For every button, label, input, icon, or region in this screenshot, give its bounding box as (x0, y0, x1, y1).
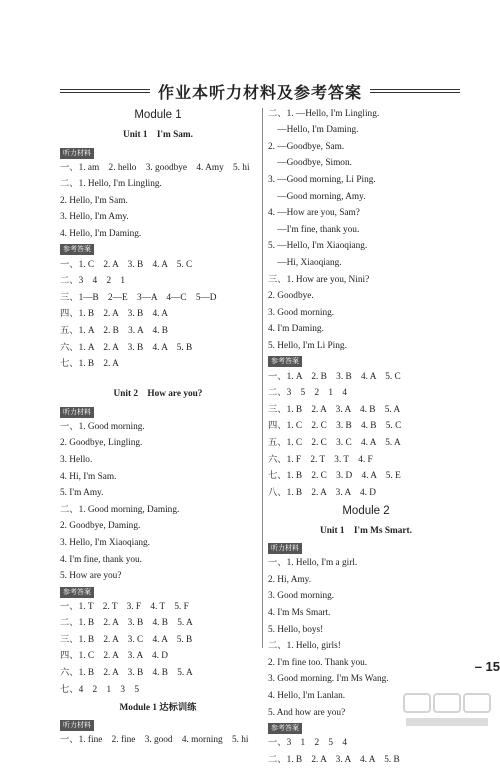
text-line: —Hi, Xiaoqiang. (268, 257, 342, 268)
text-line: 五、1. C 2. C 3. C 4. A 5. A (268, 437, 401, 448)
title-rule-right (370, 89, 460, 93)
text-line: 2. Goodbye. (268, 291, 314, 302)
section-tag-row (268, 542, 464, 556)
text-line: 5. I'm Amy. (60, 488, 104, 499)
text-line: 2. Goodbye, Lingling. (60, 438, 143, 449)
text-line: —Hello, I'm Daming. (268, 125, 359, 136)
text-line: 4. Hello, I'm Daming. (60, 229, 142, 240)
text-line: 七、4 2 1 3 5 (60, 684, 140, 695)
section-tag: 参考答案 (268, 356, 302, 367)
text-line: —Good morning, Amy. (268, 191, 366, 202)
module-heading: Module 2 (342, 504, 390, 517)
text-line: 二、3 4 2 1 (60, 276, 126, 287)
text-line: 三、1. How are you, Nini? (268, 274, 370, 285)
module-heading: Module 1 (134, 109, 182, 122)
text-line: 四、1. C 2. A 3. A 4. D (60, 651, 168, 662)
title-banner (60, 80, 460, 102)
column-divider (262, 108, 263, 648)
text-line: 二、1. —Hello, I'm Lingling. (268, 108, 380, 119)
text-line: 四、1. B 2. A 3. B 4. A (60, 309, 168, 320)
text-line: 5. And how are you? (268, 707, 346, 718)
text-line: —I'm fine, thank you. (268, 224, 360, 235)
text-line: 六、1. A 2. A 3. B 4. A 5. B (60, 342, 193, 353)
text-line: 二、1. Hello, I'm Lingling. (60, 179, 162, 190)
unit-heading: Module 1 达标训练 (119, 702, 197, 713)
text-line: 二、1. Good morning, Daming. (60, 504, 180, 515)
text-line: 一、1. A 2. B 3. B 4. A 5. C (268, 371, 401, 382)
text-line: 5. —Hello, I'm Xiaoqiang. (268, 241, 368, 252)
left-column (60, 106, 256, 749)
text-line: 三、1. B 2. A 3. A 4. B 5. A (268, 404, 401, 415)
title-rule-left (60, 89, 150, 93)
text-line: 五、1. A 2. B 3. A 4. B (60, 325, 168, 336)
text-line: 二、1. B 2. A 3. A 4. A 5. B (268, 754, 400, 765)
page-title: 作业本听力材料及参考答案 (158, 82, 363, 102)
text-line: 5. Hello, boys! (268, 624, 324, 635)
text-line: 六、1. F 2. T 3. T 4. F (268, 454, 373, 465)
section-tag-row (268, 355, 464, 369)
text-line: 三、1—B 2—E 3—A 4—C 5—D (60, 292, 217, 303)
text-line: 3. Hello. (60, 454, 93, 465)
text-line: 一、1. T 2. T 3. F 4. T 5. F (60, 601, 189, 612)
section-tag-row (60, 243, 256, 257)
text-line: 3. Good morning. (268, 591, 335, 602)
text-line: 2. Hi, Amy. (268, 574, 312, 585)
text-line: 一、1. C 2. A 3. B 4. A 5. C (60, 259, 193, 270)
text-line: 3. Hello, I'm Amy. (60, 212, 129, 223)
text-line: 5. How are you? (60, 571, 122, 582)
section-tag: 参考答案 (60, 244, 94, 255)
right-column (268, 106, 464, 769)
text-line: 一、1. am 2. hello 3. goodbye 4. Amy 5. hi (60, 162, 250, 173)
section-tag-row (60, 585, 256, 599)
text-line: 二、1. B 2. A 3. B 4. B 5. A (60, 618, 193, 629)
unit-heading: Unit 1 I'm Sam. (123, 130, 193, 141)
text-line: 3. Hello, I'm Xiaoqiang. (60, 537, 150, 548)
text-line: 四、1. C 2. C 3. B 4. B 5. C (268, 421, 402, 432)
text-line: 3. Good morning. I'm Ms Wang. (268, 674, 389, 685)
text-line: 三、1. B 2. A 3. C 4. A 5. B (60, 634, 193, 645)
section-tag-row (60, 146, 256, 160)
text-line: 八、1. B 2. A 3. A 4. D (268, 487, 376, 498)
text-line: 4. Hi, I'm Sam. (60, 471, 117, 482)
section-tag: 听力材料 (268, 543, 302, 554)
unit-heading: Unit 1 I'm Ms Smart. (320, 526, 412, 536)
text-line: 七、1. B 2. A (60, 359, 119, 370)
text-line: 一、1. fine 2. fine 3. good 4. morning 5. hi (60, 735, 249, 746)
text-line: 六、1. B 2. A 3. B 4. B 5. A (60, 668, 193, 679)
text-line: 3. Good morning. (268, 307, 335, 318)
text-line: 4. I'm Daming. (268, 324, 324, 335)
text-line: —Goodbye, Simon. (268, 158, 352, 169)
text-line: 4. Hello, I'm Lanlan. (268, 691, 346, 702)
text-line: 一、3 1 2 5 4 (268, 738, 348, 749)
text-line: 七、1. B 2. C 3. D 4. A 5. E (268, 471, 401, 482)
text-line: 2. —Goodbye, Sam. (268, 141, 345, 152)
section-tag: 参考答案 (60, 587, 94, 598)
text-line: 二、1. Hello, girls! (268, 641, 341, 652)
text-line: 一、1. Hello, I'm a girl. (268, 558, 358, 569)
section-tag: 听力材料 (60, 148, 94, 159)
section-tag: 听力材料 (60, 407, 94, 418)
section-tag: 听力材料 (60, 720, 94, 731)
text-line: 2. Goodbye, Daming. (60, 521, 141, 532)
page-number: – 15 (474, 659, 500, 674)
text-line: 2. Hello, I'm Sam. (60, 195, 128, 206)
text-line: 4. I'm Ms Smart. (268, 608, 331, 619)
text-line: 2. I'm fine too. Thank you. (268, 657, 368, 668)
text-line: 一、1. Good morning. (60, 421, 145, 432)
text-line: 5. Hello, I'm Li Ping. (268, 340, 347, 351)
section-tag-row (60, 405, 256, 419)
text-line: 二、3 5 2 1 4 (268, 388, 348, 399)
text-line: 4. I'm fine, thank you. (60, 554, 142, 565)
watermark-logo (402, 690, 492, 730)
text-line: 3. —Good morning, Li Ping. (268, 175, 376, 186)
spacer (60, 373, 256, 385)
section-tag: 参考答案 (268, 723, 302, 734)
section-tag-row (60, 719, 256, 733)
unit-heading: Unit 2 How are you? (113, 389, 203, 400)
text-line: 4. —How are you, Sam? (268, 208, 360, 219)
